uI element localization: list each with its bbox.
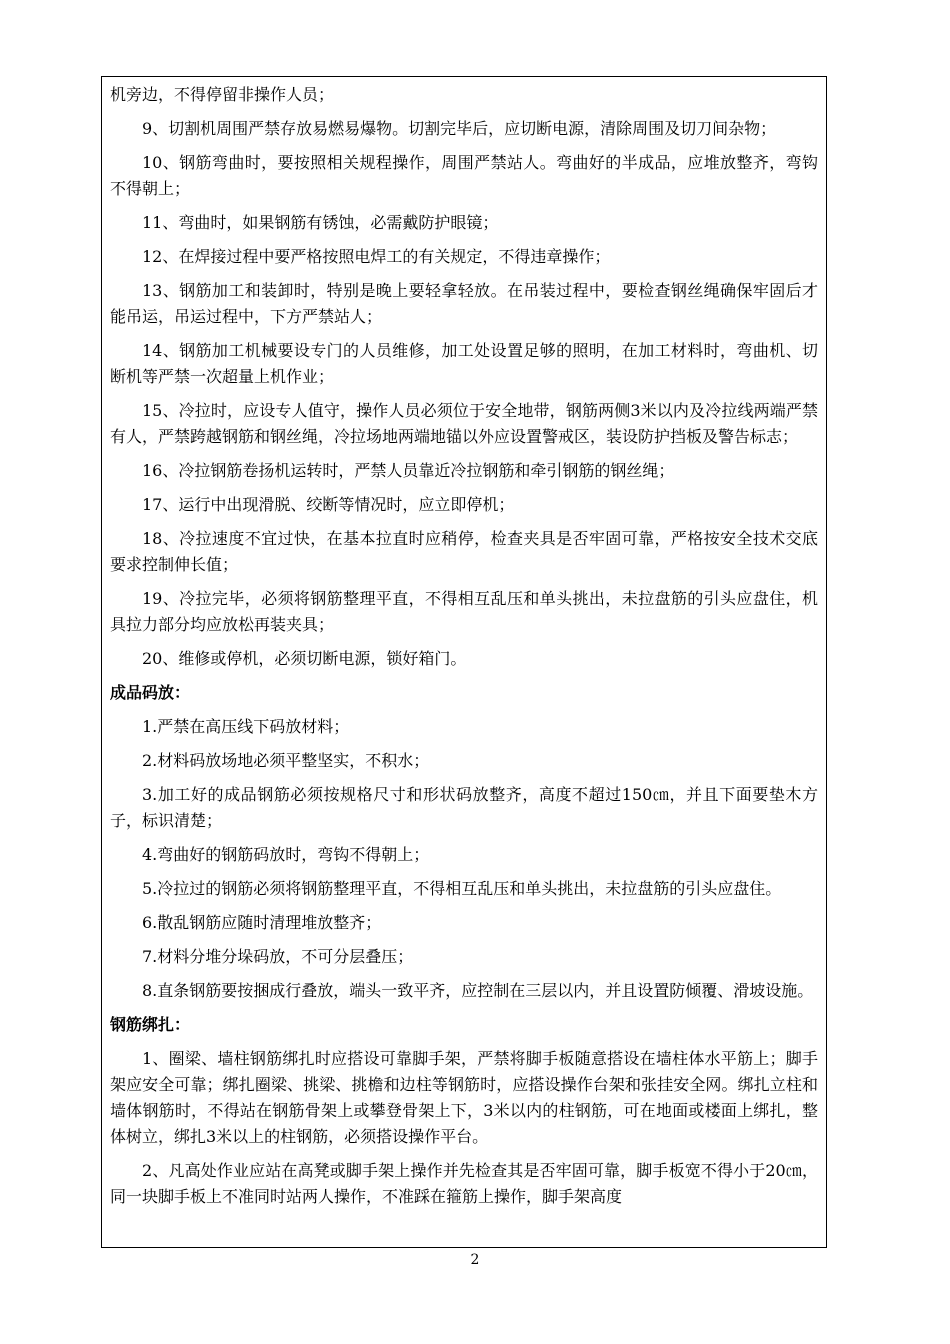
section-heading: 成品码放： [110,683,191,702]
paragraph: 12、在焊接过程中要严格按照电焊工的有关规定，不得违章操作； [142,247,611,266]
paragraph: 1.严禁在高压线下码放材料； [142,717,350,736]
paragraph: 1、圈梁、墙柱钢筋绑扎时应搭设可靠脚手架，严禁将脚手板随意搭设在墙柱体水平筋上；脚手架应安全可靠；绑扎圈梁、挑梁、挑檐和边柱等钢筋时，应搭设操作台架和张挂安全网。绑扎立柱和墙体钢筋时，不得站在钢筋骨架上或攀登骨架上下，3米以内的柱钢筋，可在地面或楼面上绑扎，整体树立，绑扎3米以上的柱钢筋，必须搭设操作平台。 [110,1049,818,1146]
paragraph: 机旁边，不得停留非操作人员； [110,85,335,104]
paragraph: 6.散乱钢筋应随时清理堆放整齐； [142,913,382,932]
paragraph: 14、钢筋加工机械要设专门的人员维修，加工处设置足够的照明，在加工材料时，弯曲机、切断机等严禁一次超量上机作业； [110,341,818,386]
paragraph: 11、弯曲时，如果钢筋有锈蚀，必需戴防护眼镜； [142,213,499,232]
paragraph: 19、冷拉完毕，必须将钢筋整理平直，不得相互乱压和单头挑出，未拉盘筋的引头应盘住，机具拉力部分均应放松再装夹具； [110,589,818,634]
section-heading: 钢筋绑扎： [110,1015,191,1034]
paragraph: 10、钢筋弯曲时，要按照相关规程操作，周围严禁站人。弯曲好的半成品，应堆放整齐，弯钩不得朝上； [110,153,818,198]
paragraph: 4.弯曲好的钢筋码放时，弯钩不得朝上； [142,845,430,864]
paragraph: 5.冷拉过的钢筋必须将钢筋整理平直，不得相互乱压和单头挑出，未拉盘筋的引头应盘住。 [142,879,782,898]
paragraph: 7.材料分堆分垛码放，不可分层叠压； [142,947,414,966]
paragraph: 17、运行中出现滑脱、绞断等情况时，应立即停机； [142,495,515,514]
paragraph: 15、冷拉时，应设专人值守，操作人员必须位于安全地带，钢筋两侧3米以内及冷拉线两端严禁有人，严禁跨越钢筋和钢丝绳，冷拉场地两端地锚以外应设置警戒区，装设防护挡板及警告标志； [110,401,818,446]
paragraph: 18、冷拉速度不宜过快，在基本拉直时应稍停，检查夹具是否牢固可靠，严格按安全技术交底要求控制伸长值； [110,529,818,574]
paragraph: 2.材料码放场地必须平整坚实，不积水； [142,751,430,770]
paragraph: 9、切割机周围严禁存放易燃易爆物。切割完毕后，应切断电源，清除周围及切刀间杂物； [142,119,777,138]
document-frame [101,76,827,1248]
document-content [102,77,826,1210]
paragraph: 13、钢筋加工和装卸时，特别是晚上要轻拿轻放。在吊装过程中，要检查钢丝绳确保牢固后才能吊运，吊运过程中，下方严禁站人； [110,281,818,326]
page-number: 2 [470,1252,480,1268]
paragraph: 2、凡高处作业应站在高凳或脚手架上操作并先检查其是否牢固可靠，脚手板宽不得小于20㎝，同一块脚手板上不准同时站两人操作，不准踩在箍筋上操作，脚手架高度 [110,1161,818,1206]
paragraph: 16、冷拉钢筋卷扬机运转时，严禁人员靠近冷拉钢筋和牵引钢筋的钢丝绳； [142,461,675,480]
paragraph: 8.直条钢筋要按捆成行叠放，端头一致平齐，应控制在三层以内，并且设置防倾覆、滑坡设施。 [142,981,814,1000]
paragraph: 3.加工好的成品钢筋必须按规格尺寸和形状码放整齐，高度不超过150㎝，并且下面要垫木方子，标识清楚； [110,785,818,830]
paragraph: 20、维修或停机，必须切断电源，锁好箱门。 [142,649,467,668]
